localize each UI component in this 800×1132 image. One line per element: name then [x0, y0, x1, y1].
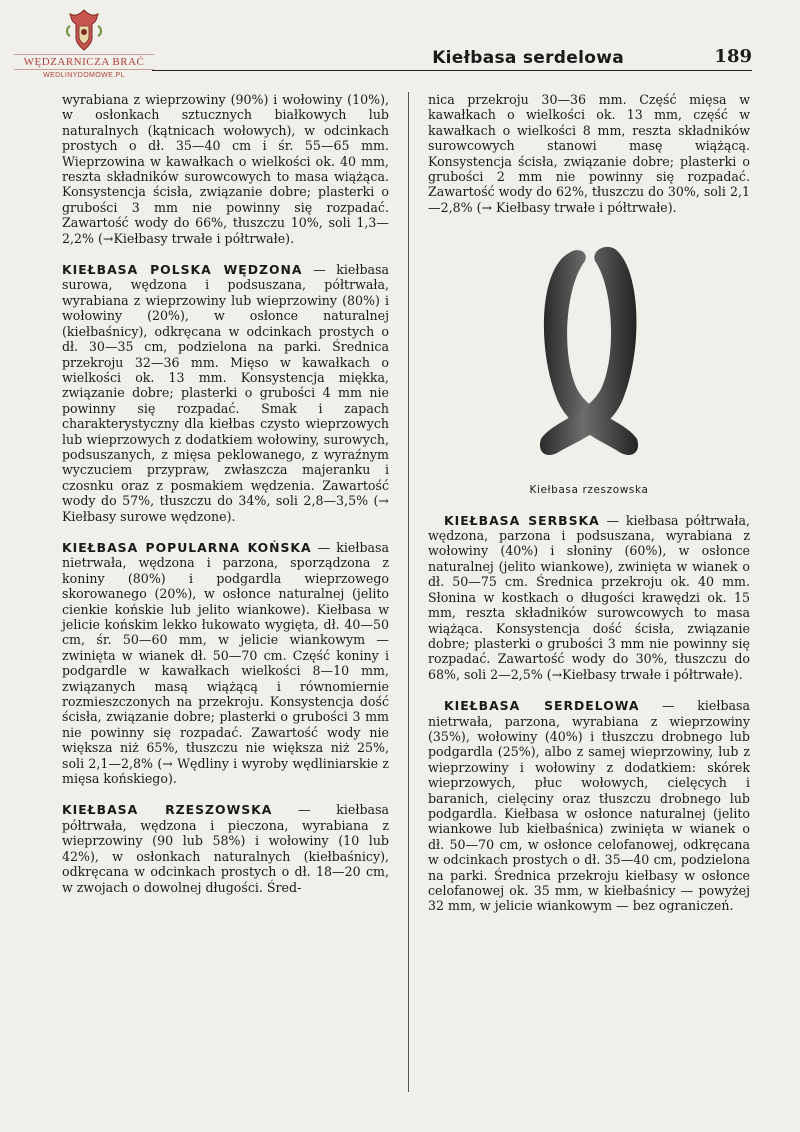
entry-body: — kiełbasa nietrwała, parzona, wyrabiana z wieprzowiny (35%), wołowiny (40%) i tłuszczu drobnego lub podgardla (25%), albo z samej wieprzowiny, lub z wieprzowiny i wołowiny z dodatkiem: skórek wieprzowych, płuc wołowych, cielęcych i baranich, cielęciny oraz tłuszczu drobnego lub podgardla. Kiełbasa w osłonce naturalnej (jelito wiankowe lub kiełbaśnica) zwinięta w wianek o dł. 50—70 cm, w osłonce celofanowej, odkręcana w odcinkach prostych o dł. 35—40 cm, podzielona na parki. Średnica przekroju kiełbasy w osłonce celofanowej ok. 35 mm, w kiełbaśnicy — powyżej 32 mm, w jelicie wiankowym — bez ograniczeń. [428, 698, 751, 914]
entry-kielbasa-serdelowa [428, 698, 750, 914]
coat-of-arms-icon [64, 8, 104, 52]
continued-entry-text [62, 92, 389, 246]
logo-url: WEDLINYDOMOWE.PL [43, 72, 125, 79]
entry-headword: KIEŁBASA POPULARNA KOŃSKA [62, 539, 312, 555]
entry-body: — kiełbasa półtrwała, wędzona i pieczona, wyrabiana z wieprzowiny (90 lub 58%) i wołowiny (10 lub 42%), w osłonkach naturalnych (kiełbaśnicy), odkręcana w odcinkach prostych o dł. 18—20 cm, w zwojach o dowolnej długości. Śred- [62, 802, 389, 895]
figure-caption: Kiełbasa rzeszowska [529, 484, 649, 497]
page-number: 189 [714, 46, 752, 67]
entry-headword: KIEŁBASA RZESZOWSKA [62, 802, 273, 818]
entry-kielbasa-rzeszowska [62, 802, 389, 894]
left-column [62, 92, 389, 911]
continued-body: wyrabiana z wieprzowiny (90%) i wołowiny (10%), w osłonkach sztucznych białkowych lub naturalnych (kątnicach wołowych), w odcinkach prostych o dł. 35—40 cm i śr. 55—65 mm. Wieprzowina w kawałkach o wielkości ok. 40 mm, reszta składników surowcowych to masa wiążąca. Konsystencja ścisła, związanie dobre; plasterki o grubości 3 mm nie powinny się rozpadać. Zawartość wody do 66%, tłuszczu 10%, soli 1,3—2,2% (→Kiełbasy trwałe i półtrwałe). [62, 92, 389, 246]
entry-body: — kiełbasa półtrwała, wędzona, parzona i podsuszana, wyrabiana z wołowiny (40%) i słoniny (60%), w osłonce naturalnej (jelito wiankowe), zwinięta w wianek o dł. 50—75 cm. Średnica przekroju ok. 40 mm. Słonina w kostkach o długości krawędzi ok. 15 mm, reszta składników surowcowych to masa wiążąca. Konsystencja dość ścisła, związanie dobre; plasterki o grubości 3 mm nie powinny się rozpadać. Zawartość wody do 30%, tłuszczu do 68%, soli 2—2,5% (→Kiełbasy trwałe i półtrwałe). [428, 512, 751, 682]
entry-body: — kiełbasa surowa, wędzona i podsuszana, półtrwała, wyrabiana z wieprzowiny lub wieprzowiny (80%) i wołowiny (20%), w osłonce naturalnej (kiełbaśnicy), odkręcana w odcinkach prostych o dł. 30—35 cm, podzielona na parki. Średnica przekroju 32—36 mm. Mięso w kawałkach o wielkości ok. 13 mm. Konsystencja miękka, związanie dobre; plasterki o grubości 4 mm nie powinny się rozpadać. Smak i zapach charakterystyczny dla kiełbas czysto wieprzowych lub wieprzowych z dodatkiem wołowiny, surowych, podsuszanych, z mięsa peklowanego, z wyraźnym wyczuciem przypraw, zwłaszcza majeranku i czosnku oraz z posmakiem wędzenia. Zawartość wody do 57%, tłuszczu do 34%, soli 2,8—3,5% (→ Kiełbasy surowe wędzone). [62, 262, 390, 524]
sausage-figure [428, 239, 750, 498]
site-logo[interactable] [14, 8, 154, 94]
entry-kielbasa-serbska [428, 513, 750, 682]
entry-headword: KIEŁBASA POLSKA WĘDZONA [62, 262, 303, 278]
column-divider [408, 92, 409, 1092]
entry-kielbasa-polska-wedzona [62, 262, 389, 524]
entry-headword: KIEŁBASA SERDELOWA [444, 698, 640, 714]
running-header [152, 44, 752, 71]
entry-body: — kiełbasa nietrwała, wędzona i parzona, sporządzona z koniny (80%) i podgardla wieprzowego skorowanego (20%), w osłonce naturalnej (jelito cienkie końskie lub jelito wiankowe). Kiełbasa w jelicie końskim lekko łukowato wygięta, dł. 40—50 cm, śr. 50—60 mm, w jelicie wiankowym — zwinięta w wianek dł. 50—70 cm. Część koniny i podgardle w kawałkach wielkości 8—10 mm, związanych masą wiążącą i równomiernie rozmieszczonych na przekroju. Konsystencja dość ścisła, związanie dobre; plasterki o grubości 3 mm nie powinny się rozpadać. Zawartość wody nie większa niż 65%, tłuszczu nie większa niż 25%, soli 2,1—2,8% (→ Wędliny i wyroby wędliniarskie z mięsa końskiego). [62, 539, 389, 787]
header-title: Kiełbasa serdelowa [432, 48, 624, 68]
continued-body: nica przekroju 30—36 mm. Część mięsa w kawałkach o wielkości ok. 13 mm, część w kawałkach o wielkości 8 mm, reszta składników surowcowych stanowi masę wiążącą. Konsystencja ścisła, związanie dobre; plasterki o grubości 2 mm nie powinny się rozpadać. Zawartość wody do 62%, tłuszczu do 30%, soli 2,1—2,8% (→ Kiełbasy trwałe i półtrwałe). [428, 92, 750, 215]
sausage-ring-illustration [529, 239, 649, 469]
logo-title: WĘDZARNICZA BRAĆ [14, 54, 154, 70]
entry-headword: KIEŁBASA SERBSKA [444, 512, 600, 528]
right-column [428, 92, 750, 930]
continued-entry-text [428, 92, 750, 215]
entry-kielbasa-popularna-konska [62, 540, 389, 787]
